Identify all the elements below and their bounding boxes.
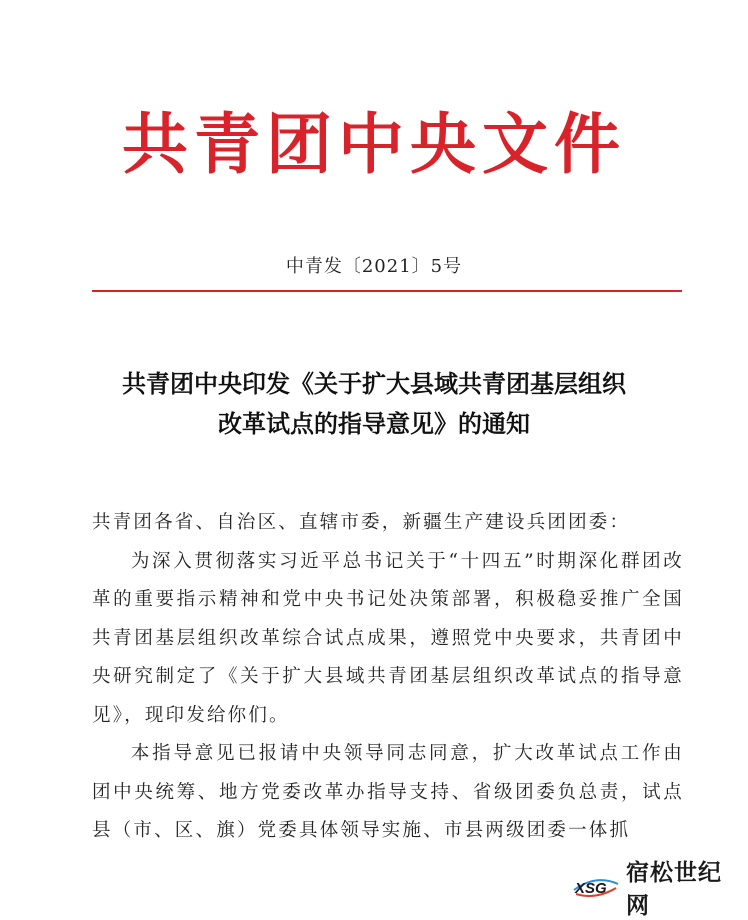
body-paragraph-1: 为深入贯彻落实习近平总书记关于“十四五”时期深化群团改革的重要指示精神和党中央书记处决策部署，积极稳妥推广全国共青团基层组织改革综合试点成果，遵照党中央要求，共青团中央研究制定了《关于扩大县域共青团基层组织改革试点的指导意见》，现印发给你们。 bbox=[92, 550, 684, 726]
document-title-line-1: 共青团中央印发《关于扩大县域共青团基层组织 bbox=[122, 370, 626, 398]
document-red-header: 共青团中央文件 bbox=[122, 106, 626, 183]
salutation: 共青团各省、自治区、直辖市委，新疆生产建设兵团团委： bbox=[92, 512, 631, 533]
body-paragraph-2: 本指导意见已报请中央领导同志同意，扩大改革试点工作由团中央统筹、地方党委改革办指导支持、省级团委负总责，试点县（市、区、旗）党委具体领导实施、市县两级团委一体抓 bbox=[92, 743, 684, 841]
site-name: 宿松世纪网 bbox=[626, 860, 722, 919]
red-divider-line bbox=[92, 290, 682, 292]
site-logo-text: XSG bbox=[575, 880, 607, 897]
document-title bbox=[70, 364, 678, 444]
document-body bbox=[92, 504, 684, 851]
document-number: 中青发〔2021〕5号 bbox=[285, 256, 463, 277]
site-logo-icon bbox=[570, 870, 622, 904]
document-title-line-2: 改革试点的指导意见》的通知 bbox=[218, 410, 530, 438]
site-watermark bbox=[570, 860, 740, 919]
